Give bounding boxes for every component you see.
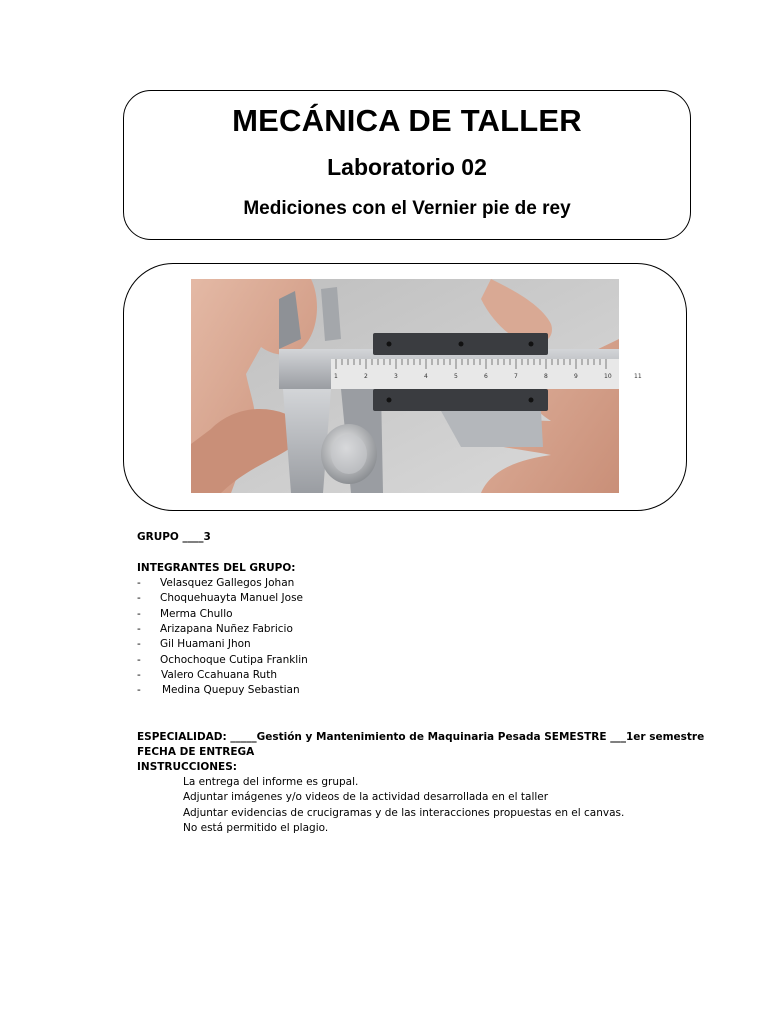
list-bullet: - xyxy=(137,592,141,605)
member-name: Velasquez Gallegos Johan xyxy=(160,577,295,589)
scale-number: 3 xyxy=(394,373,398,380)
member-name: Choquehuayta Manuel Jose xyxy=(160,592,304,605)
instruction-item: Adjuntar imágenes y/o videos de la actividad desarrollada en el taller xyxy=(183,791,549,804)
members-heading: INTEGRANTES DEL GRUPO: xyxy=(137,562,296,574)
delivery-date: FECHA DE ENTREGA xyxy=(137,746,255,758)
member-name: Medina Quepuy Sebastian xyxy=(162,684,300,697)
member-name: Gil Huamani Jhon xyxy=(160,638,251,651)
lab-subtitle: Mediciones con el Vernier pie de rey xyxy=(243,198,571,219)
member-name: Merma Chullo xyxy=(160,607,233,620)
scale-number: 1 xyxy=(334,373,338,380)
list-bullet: - xyxy=(137,577,141,589)
scale-number: 2 xyxy=(364,373,368,380)
instruction-item: La entrega del informe es grupal. xyxy=(183,776,359,788)
scale-number: 6 xyxy=(484,373,488,380)
member-name: Arizapana Nuñez Fabricio xyxy=(160,622,293,635)
list-bullet: - xyxy=(137,622,141,635)
scale-number: 10 xyxy=(604,373,612,380)
title-box xyxy=(123,90,691,240)
instruction-item: No está permitido el plagio. xyxy=(183,821,329,834)
lab-number: Laboratorio 02 xyxy=(327,154,487,180)
list-bullet: - xyxy=(137,668,141,681)
group-number: GRUPO ____3 xyxy=(137,531,211,543)
scale-number: 9 xyxy=(574,373,578,380)
instruction-item: Adjuntar evidencias de crucigramas y de las interacciones propuestas en el canvas. xyxy=(183,806,625,819)
list-bullet: - xyxy=(137,653,141,666)
scale-number: 11 xyxy=(634,373,642,380)
member-name: Valero Ccahuana Ruth xyxy=(161,668,277,681)
specialty-line: ESPECIALIDAD: _____Gestión y Mantenimiento de Maquinaria Pesada SEMESTRE ___1er semestre xyxy=(137,731,705,743)
document-title: MECÁNICA DE TALLER xyxy=(232,103,582,138)
scale-number: 7 xyxy=(514,373,518,380)
list-bullet: - xyxy=(137,607,141,620)
member-name: Ochochoque Cutipa Franklin xyxy=(160,653,308,666)
list-bullet: - xyxy=(137,684,141,697)
vernier-caliper-photo xyxy=(191,279,642,493)
scale-number: 4 xyxy=(424,373,428,380)
list-bullet: - xyxy=(137,638,141,651)
scale-number: 5 xyxy=(454,373,458,380)
instructions-heading: INSTRUCCIONES: xyxy=(137,761,237,773)
scale-number: 8 xyxy=(544,373,548,380)
